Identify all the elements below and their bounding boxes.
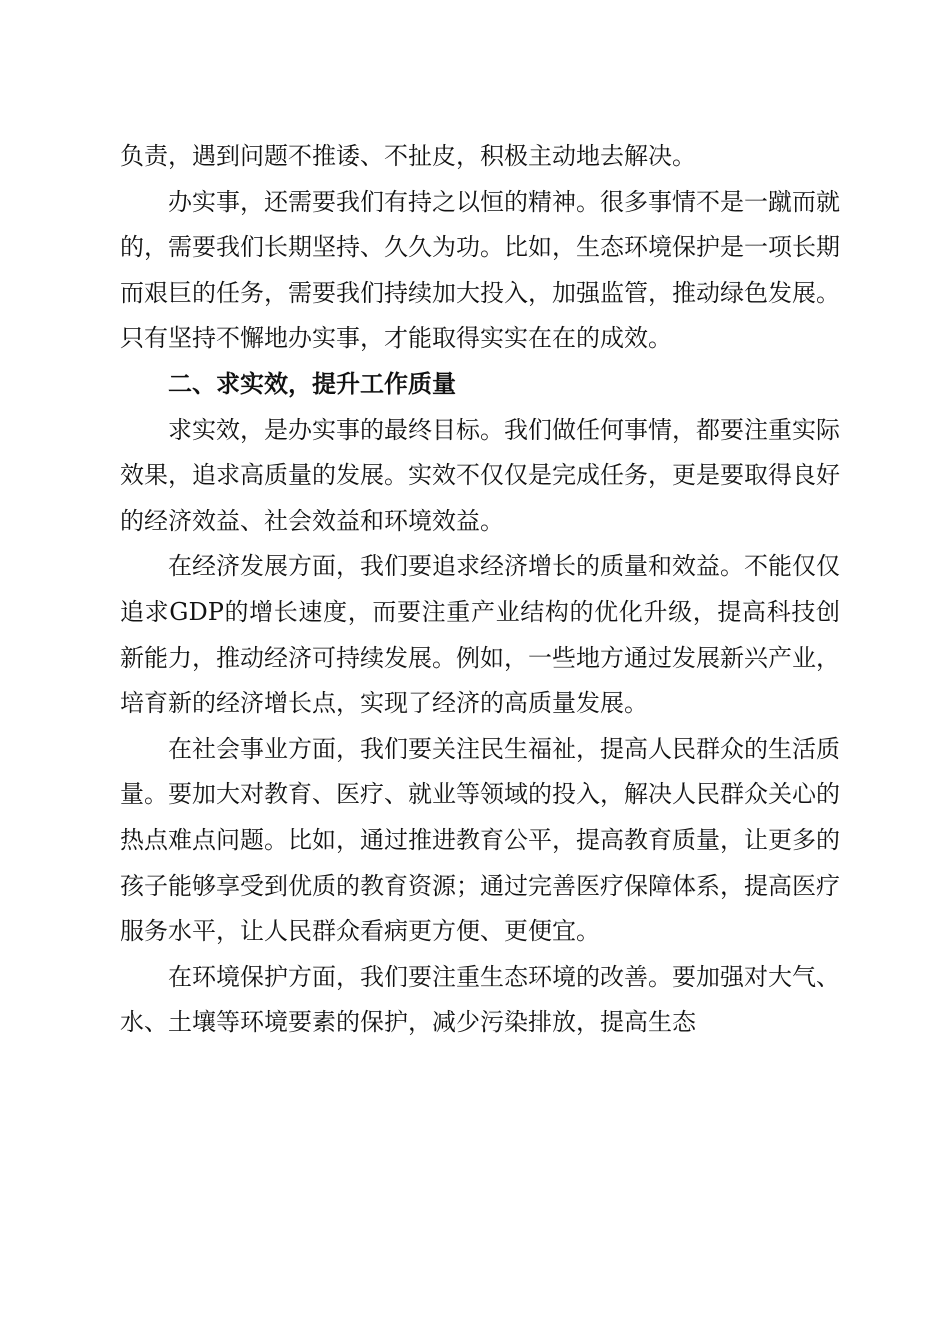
paragraph: 在社会事业方面，我们要关注民生福祉，提高人民群众的生活质量。要加大对教育、医疗、就业等领域的投入，解决人民群众关心的热点难点问题。比如，通过推进教育公平，提高教育质量，让更多的孩子能够享受到优质的教育资源；通过完善医疗保障体系，提高医疗服务水平，让人民群众看病更方便、更便宜。 <box>120 734 840 946</box>
paragraph: 求实效，是办实事的最终目标。我们做任何事情，都要注重实际效果，追求高质量的发展。实效不仅仅是完成任务，更是要取得良好的经济效益、社会效益和环境效益。 <box>120 415 840 535</box>
paragraph-continuation: 负责，遇到问题不推诿、不扯皮，积极主动地去解决。 <box>120 142 696 170</box>
paragraph: 在经济发展方面，我们要追求经济增长的质量和效益。不能仅仅追求GDP的增长速度，而要注重产业结构的优化升级，提高科技创新能力，推动经济可持续发展。例如，一些地方通过发展新兴产业，培育新的经济增长点，实现了经济的高质量发展。 <box>120 552 840 718</box>
paragraph: 办实事，还需要我们有持之以恒的精神。很多事情不是一蹴而就的，需要我们长期坚持、久久为功。比如，生态环境保护是一项长期而艰巨的任务，需要我们持续加大投入，加强监管，推动绿色发展。只有坚持不懈地办实事，才能取得实实在在的成效。 <box>120 187 840 353</box>
paragraph: 在环境保护方面，我们要注重生态环境的改善。要加强对大气、水、土壤等环境要素的保护，减少污染排放，提高生态 <box>120 962 840 1037</box>
document-body <box>120 134 840 1046</box>
section-heading: 二、求实效，提升工作质量 <box>168 369 456 398</box>
